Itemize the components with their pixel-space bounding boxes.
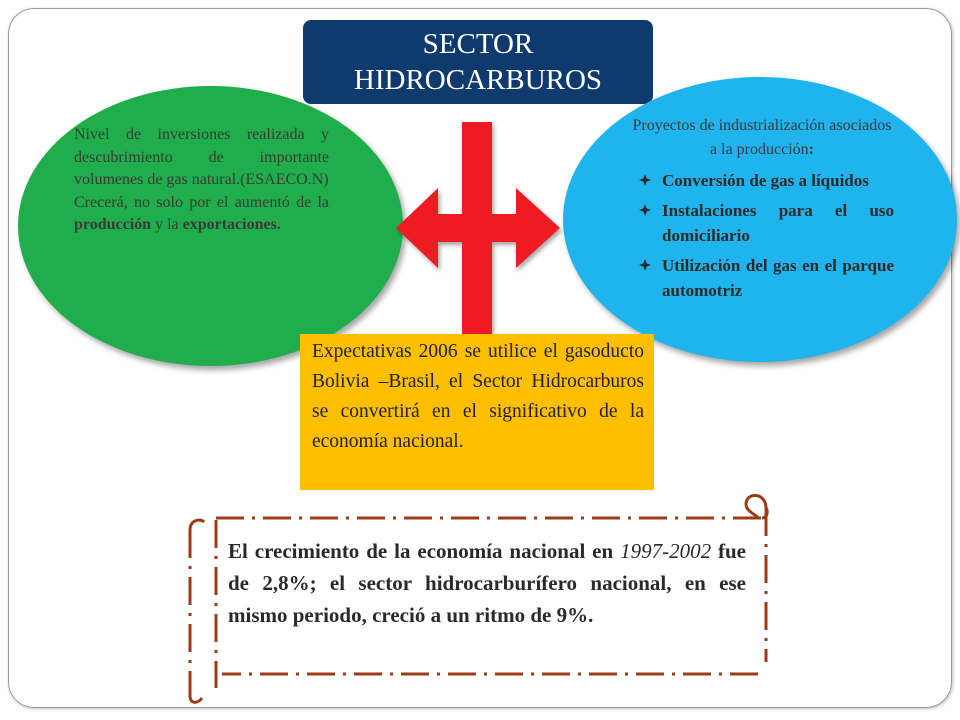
title-line-2: HIDROCARBUROS	[353, 64, 603, 96]
left-bubble-text	[74, 124, 329, 237]
list-item-label: Instalaciones para el uso domiciliario	[662, 201, 894, 245]
left-text-start: Crecerá, no solo por el aumentó de la	[74, 193, 329, 211]
bottom-text-end: fue de 2,8%; el sector hidrocarburífero nacional, en ese mismo periodo, creció a un ritmo de 9%.	[228, 539, 746, 627]
diamond-bullet-icon	[639, 204, 651, 216]
list-item	[636, 253, 894, 303]
list-item-label: Conversión de gas a líquidos	[662, 171, 869, 190]
center-box-text: Expectativas 2006 se utilice el gasoducto Bolivia –Brasil, el Sector Hidrocarburos se convertirá en el significativo de la economía nacional.	[312, 341, 644, 452]
list-item-label: Utilización del gas en el parque automotriz	[662, 256, 894, 300]
title-box	[303, 20, 653, 104]
right-bubble-list	[636, 168, 894, 308]
bottom-text-start: El crecimiento de la economía nacional en	[228, 539, 621, 563]
left-text-bold-exports: exportaciones.	[182, 216, 281, 233]
bottom-scroll-text	[228, 535, 746, 631]
right-heading-text: Proyectos de industrialización asociados a la producción	[632, 117, 892, 158]
bottom-text-period: 1997-2002	[620, 539, 712, 563]
right-bubble-heading	[628, 114, 896, 162]
right-heading-colon: :	[808, 141, 814, 158]
list-item	[636, 168, 894, 193]
left-bubble-para-2	[74, 192, 329, 237]
list-item	[636, 198, 894, 248]
title-line-1: SECTOR	[422, 28, 534, 60]
center-text-box	[300, 334, 654, 490]
left-text-bold-production: producción	[74, 216, 152, 233]
diamond-bullet-icon	[639, 259, 651, 271]
diamond-bullet-icon	[639, 174, 651, 186]
three-way-arrow-icon	[392, 118, 568, 340]
left-bubble-para-1: Nivel de inversiones realizada y descubrimiento de importante volumenes de gas natural.(ESAECO.N)	[74, 126, 329, 188]
left-text-mid: y la	[151, 216, 183, 233]
